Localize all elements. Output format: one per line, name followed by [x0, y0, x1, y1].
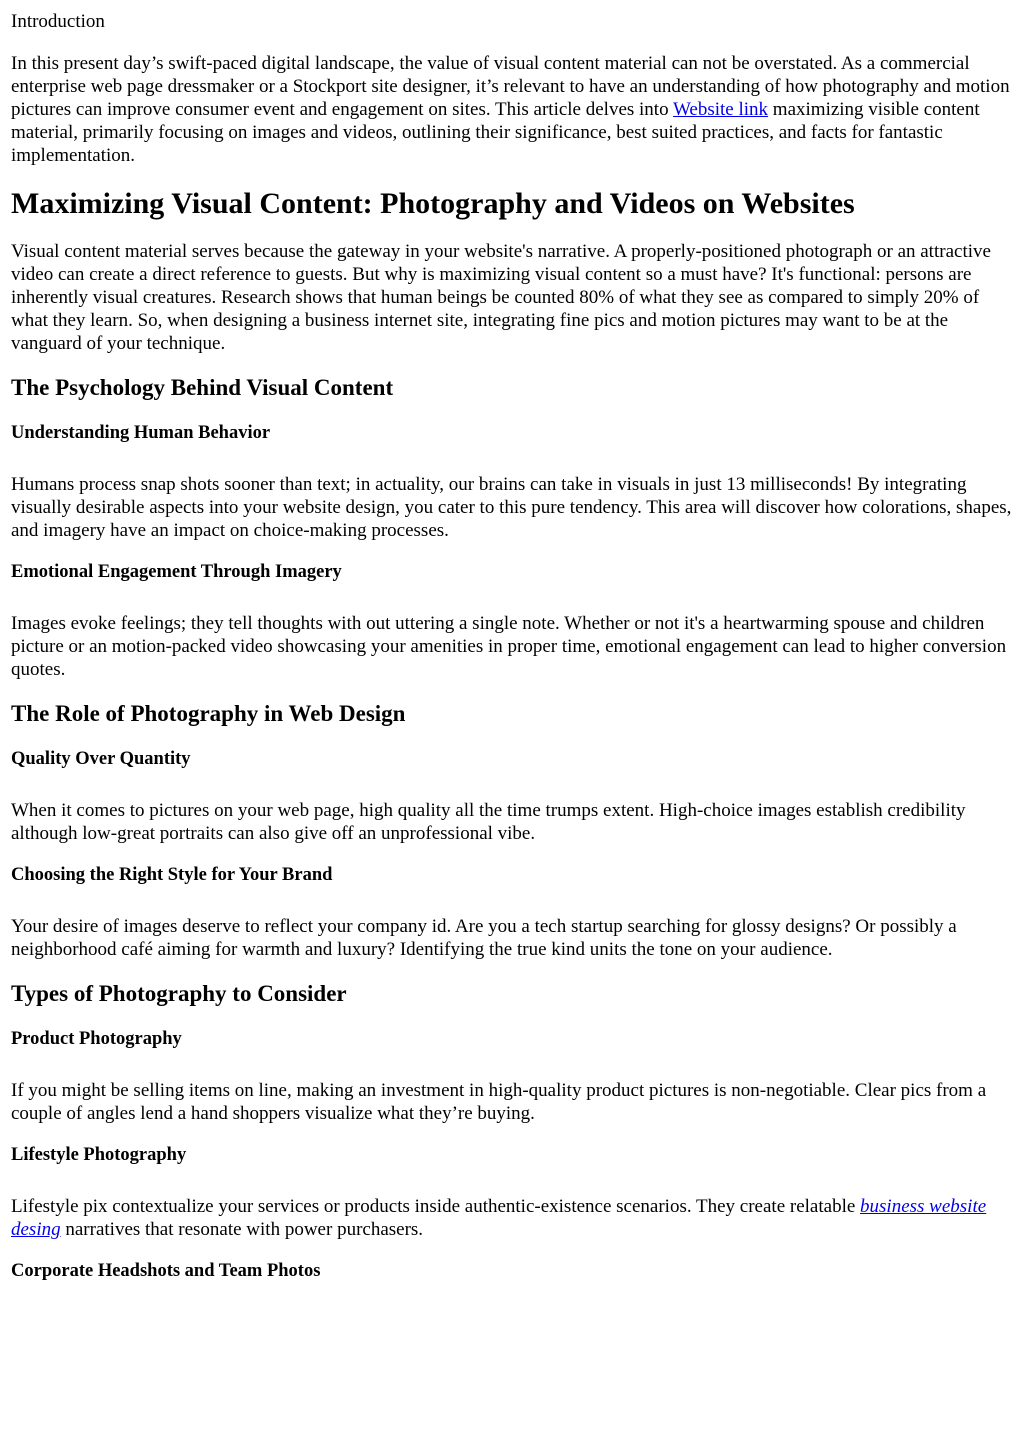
intro-text-after-link: maximizing visible content material, primarily focusing on images and videos, outlining their significance, best suited practices, and facts for fantastic implementation.: [11, 99, 980, 166]
emotional-paragraph: Images evoke feelings; they tell thoughts with out uttering a single note. Whether or not it's a heartwarming spouse and children picture or an motion-packed video showcasing your amenities in proper time, emotional engagement can lead to higher conversion quotes.: [11, 613, 1007, 680]
intro-heading: Introduction: [11, 11, 105, 32]
website-link[interactable]: Website link: [673, 99, 769, 120]
product-heading: Product Photography: [11, 1029, 182, 1049]
quality-heading: Quality Over Quantity: [11, 749, 191, 769]
page-title: Maximizing Visual Content: Photography and Videos on Websites: [11, 187, 855, 220]
lifestyle-heading: Lifestyle Photography: [11, 1145, 187, 1165]
style-heading: Choosing the Right Style for Your Brand: [11, 865, 333, 885]
style-paragraph: Your desire of images deserve to reflect your company id. Are you a tech startup searching for glossy designs? Or possibly a neighborhood café aiming for warmth and luxury? Identifying the true kind units the tone on your audience.: [11, 916, 957, 960]
business-website-link[interactable]: business website desing: [11, 1196, 987, 1240]
lifestyle-text-before-link: Lifestyle pix contextualize your services or products inside authentic-existence scenarios. They create relatable: [11, 1196, 861, 1217]
role-heading: The Role of Photography in Web Design: [11, 701, 406, 726]
intro-paragraph: [11, 52, 1013, 167]
lifestyle-paragraph: [11, 1195, 1013, 1241]
lifestyle-text-after-link: narratives that resonate with power purchasers.: [60, 1219, 424, 1240]
title-paragraph: Visual content material serves because the gateway in your website's narrative. A properly-positioned photograph or an attractive video can create a direct reference to guests. But why is maximizing visual content so a must have? It's functional: persons are inherently visual creatures. Research shows that human beings be counted 80% of what they see as compared to simply 20% of what they learn. So, when designing a business internet site, integrating fine pics and motion pictures may want to be at the vanguard of your technique.: [11, 241, 991, 354]
intro-text-before-link: In this present day’s swift-paced digital landscape, the value of visual content material can not be overstated. As a commercial enterprise web page dressmaker or a Stockport site designer, it’s relevant to have an understanding of how photography and motion pictures can improve consumer event and engagement on sites. This article delves into: [11, 53, 1010, 120]
understanding-paragraph: Humans process snap shots sooner than text; in actuality, our brains can take in visuals in just 13 milliseconds! By integrating visually desirable aspects into your website design, you cater to this pure tendency. This area will discover how colorations, shapes, and imagery have an impact on choice-making processes.: [11, 474, 1012, 541]
corporate-heading: Corporate Headshots and Team Photos: [11, 1261, 321, 1281]
product-paragraph: If you might be selling items on line, making an investment in high-quality product pictures is non-negotiable. Clear pics from a couple of angles lend a hand shoppers visualize what they’re buying.: [11, 1080, 987, 1124]
types-heading: Types of Photography to Consider: [11, 981, 347, 1006]
emotional-heading: Emotional Engagement Through Imagery: [11, 562, 342, 582]
understanding-heading: Understanding Human Behavior: [11, 423, 271, 443]
quality-paragraph: When it comes to pictures on your web page, high quality all the time trumps extent. High-choice images establish credibility although low-great portraits can also give off an unprofessional vibe.: [11, 800, 966, 844]
psychology-heading: The Psychology Behind Visual Content: [11, 375, 394, 400]
